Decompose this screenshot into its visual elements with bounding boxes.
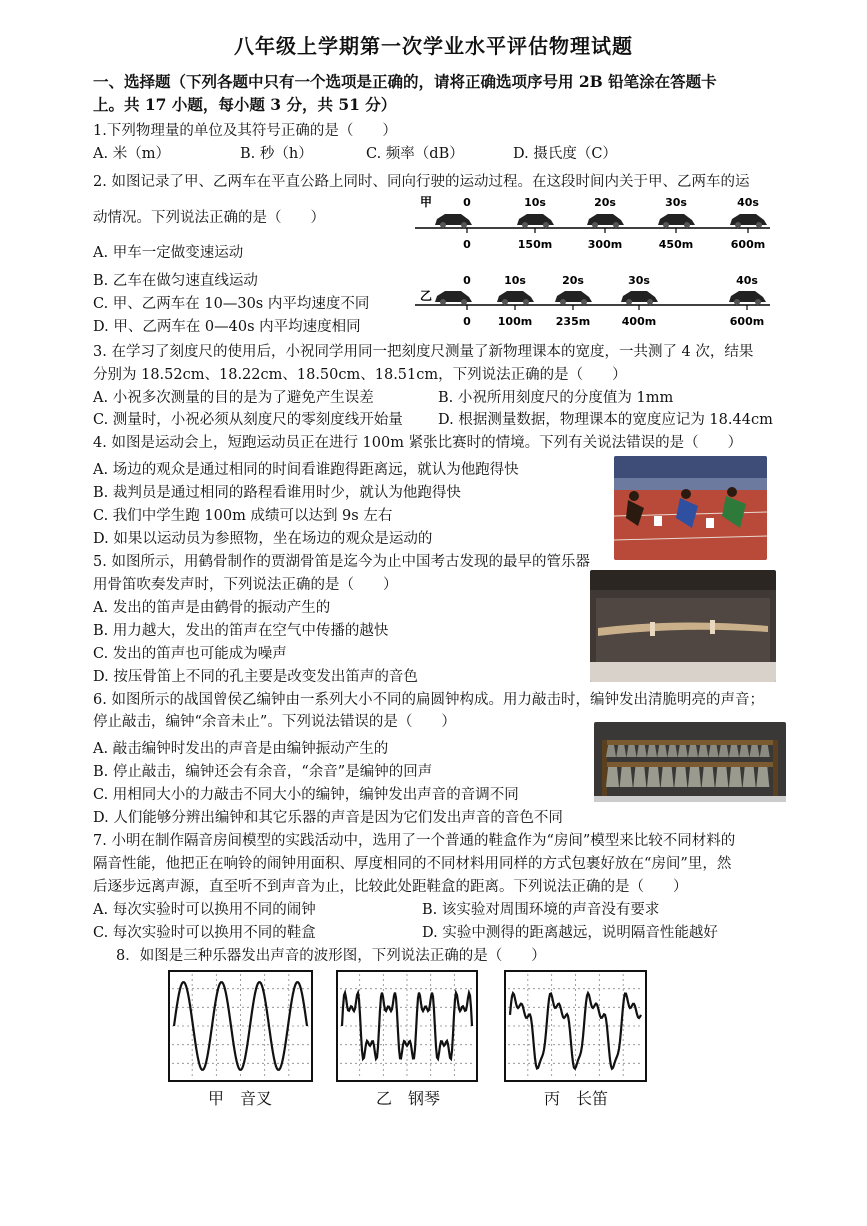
- yi-car: [555, 291, 592, 305]
- q6-stem: 6. 如图所示的战国曾侯乙编钟由一系列大小不同的扁圆钟构成。用力敲击时，编钟发出清脆明亮的声音；: [93, 692, 764, 708]
- yi-distance-label: 600m: [729, 315, 765, 328]
- yi-distance-label: 0: [463, 315, 471, 328]
- yi-time-label: 40s: [736, 274, 758, 287]
- q7-option-a: A. 每次实验时可以换用不同的闹钟: [93, 902, 316, 918]
- q5-option-d: D. 按压骨笛上不同的孔主要是改变发出笛声的音色: [93, 669, 418, 685]
- jia-label: 甲: [420, 195, 433, 209]
- q2-stem-cont: 动情况。下列说法正确的是（ ）: [93, 210, 325, 226]
- bell-shape: [661, 767, 674, 787]
- jia-time-label: 40s: [737, 196, 759, 209]
- jia-distance-label: 300m: [587, 238, 623, 251]
- q5-option-a: A. 发出的笛声是由鹤骨的振动产生的: [93, 600, 331, 616]
- section-heading-cont: 上。共 17 小题，每小题 3 分，共 51 分）: [93, 95, 397, 114]
- q6-option-c: C. 用相同大小的力敲击不同大小的编钟，编钟发出声音的音调不同: [93, 787, 519, 803]
- bell-shape: [756, 767, 769, 787]
- jia-distance-label: 450m: [658, 238, 694, 251]
- q1-stem: 1.下列物理量的单位及其符号正确的是（ ）: [93, 123, 397, 139]
- q2-stem: 2. 如图记录了甲、乙两车在平直公路上同时、同向行驶的运动过程。在这段时间内关于甲、乙两车的运: [93, 174, 750, 190]
- car-motion-diagram: [415, 190, 775, 330]
- yi-distance-label: 400m: [621, 315, 657, 328]
- q3-option-a: A. 小祝多次测量的目的是为了避免产生误差: [93, 390, 374, 406]
- q7-option-c: C. 每次实验时可以换用不同的鞋盒: [93, 925, 316, 941]
- yi-time-label: 20s: [562, 274, 584, 287]
- bianzhong-bells-photo: [594, 722, 786, 802]
- waveform-flute: [504, 970, 647, 1082]
- bell-shape: [674, 767, 687, 787]
- yi-label: 乙: [420, 289, 433, 303]
- q3-option-b: B. 小祝所用刻度尺的分度值为 1mm: [438, 390, 674, 406]
- bell-shape: [688, 767, 701, 787]
- q7-option-b: B. 该实验对周围环境的声音没有要求: [422, 902, 660, 918]
- jia-car: [658, 214, 695, 228]
- yi-car: [435, 291, 472, 305]
- q1-option-a: A. 米（m）: [93, 146, 170, 162]
- q6-option-b: B. 停止敲击，编钟还会有余音，“余音”是编钟的回声: [93, 764, 433, 780]
- jia-distance-label: 0: [463, 238, 471, 251]
- bone-flute-photo: [590, 570, 776, 682]
- yi-time-label: 10s: [504, 274, 526, 287]
- yi-distance-label: 235m: [555, 315, 591, 328]
- jia-distance-label: 600m: [730, 238, 766, 251]
- q4-stem: 4. 如图是运动会上，短跑运动员正在进行 100m 紧张比赛时的情境。下列有关说法错误的是（ ）: [93, 435, 743, 451]
- q3-stem: 3. 在学习了刻度尺的使用后，小祝同学用同一把刻度尺测量了新物理课本的宽度，一共测了 4 次，结果: [93, 344, 754, 360]
- jia-car: [435, 214, 472, 228]
- q1-option-c: C. 频率（dB）: [366, 146, 464, 162]
- q6-stem-cont: 停止敲击，编钟“余音未止”。下列说法错误的是（ ）: [93, 714, 456, 730]
- q4-option-a: A. 场边的观众是通过相同的时间看谁跑得距离远，就认为他跑得快: [93, 462, 519, 478]
- q4-option-d: D. 如果以运动员为参照物，坐在场边的观众是运动的: [93, 531, 433, 547]
- jia-time-label: 0: [463, 196, 471, 209]
- jia-car: [517, 214, 554, 228]
- bell-shape: [647, 767, 660, 787]
- jia-car: [587, 214, 624, 228]
- jia-time-label: 30s: [665, 196, 687, 209]
- yi-car: [729, 291, 766, 305]
- yi-car: [621, 291, 658, 305]
- q3-option-c: C. 测量时，小祝必须从刻度尺的零刻度线开始量: [93, 412, 403, 428]
- waveform-label-tuning-fork: 甲 音叉: [208, 1089, 273, 1108]
- q3-stem-cont: 分别为 18.52cm、18.22cm、18.50cm、18.51cm，下列说法正确的是（ ）: [93, 367, 627, 383]
- q4-option-b: B. 裁判员是通过相同的路程看谁用时少，就认为他跑得快: [93, 485, 461, 501]
- q7-stem: 7. 小明在制作隔音房间模型的实践活动中，选用了一个普通的鞋盒作为“房间”模型来比较不同材料的: [93, 833, 736, 849]
- yi-car: [497, 291, 534, 305]
- q2-option-b: B. 乙车在做匀速直线运动: [93, 273, 258, 289]
- q5-stem-cont: 用骨笛吹奏发声时，下列说法正确的是（ ）: [93, 577, 398, 593]
- jia-time-label: 20s: [594, 196, 616, 209]
- sprint-race-photo: [614, 456, 767, 560]
- yi-time-label: 30s: [628, 274, 650, 287]
- jia-car: [730, 214, 767, 228]
- bell-shape: [715, 767, 728, 787]
- q1-option-b: B. 秒（h）: [240, 146, 313, 162]
- q4-option-c: C. 我们中学生跑 100m 成绩可以达到 9s 左右: [93, 508, 393, 524]
- q7-stem-cont2: 后逐步远离声源，直至听不到声音为止，比较此处距鞋盒的距离。下列说法正确的是（ ）: [93, 879, 688, 895]
- q5-option-c: C. 发出的笛声也可能成为噪声: [93, 646, 287, 662]
- section-heading: 一、选择题（下列各题中只有一个选项是正确的，请将正确选项序号用 2B 铅笔涂在答题卡: [93, 72, 717, 91]
- bell-shape: [743, 767, 756, 787]
- q8-stem: 8．如图是三种乐器发出声音的波形图，下列说法正确的是（ ）: [116, 948, 546, 964]
- bell-shape: [729, 767, 742, 787]
- waveform-label-piano: 乙 钢琴: [376, 1089, 441, 1108]
- yi-distance-label: 100m: [497, 315, 533, 328]
- jia-time-label: 10s: [524, 196, 546, 209]
- bell-shape: [606, 767, 619, 787]
- waveform-label-flute: 丙 长笛: [544, 1089, 609, 1108]
- q3-option-d: D. 根据测量数据，物理课本的宽度应记为 18.44cm: [438, 412, 773, 428]
- q5-stem: 5. 如图所示，用鹤骨制作的贾湖骨笛是迄今为止中国考古发现的最早的管乐器: [93, 554, 590, 570]
- q6-option-d: D. 人们能够分辨出编钟和其它乐器的声音是因为它们发出声音的音色不同: [93, 810, 563, 826]
- q7-stem-cont: 隔音性能，他把正在响铃的闹钟用面积、厚度相同的不同材料用同样的方式包裹好放在“房间”里，然: [93, 856, 732, 872]
- q2-option-d: D. 甲、乙两车在 0—40s 内平均速度相同: [93, 319, 361, 335]
- q6-option-a: A. 敲击编钟时发出的声音是由编钟振动产生的: [93, 741, 389, 757]
- waveform-tuning-fork: [168, 970, 313, 1082]
- jia-distance-label: 150m: [517, 238, 553, 251]
- bell-shape: [702, 767, 715, 787]
- car-track-yi: [415, 274, 770, 328]
- waveform-piano: [336, 970, 478, 1082]
- exam-title: 八年级上学期第一次学业水平评估物理试题: [234, 34, 633, 58]
- bell-shape: [633, 767, 646, 787]
- car-track-jia: [415, 195, 770, 251]
- q2-option-c: C. 甲、乙两车在 10—30s 内平均速度不同: [93, 296, 370, 312]
- q1-option-d: D. 摄氏度（C）: [513, 146, 617, 162]
- bell-shape: [620, 767, 633, 787]
- q7-option-d: D. 实验中测得的距离越远，说明隔音性能越好: [422, 925, 718, 941]
- q5-option-b: B. 用力越大，发出的笛声在空气中传播的越快: [93, 623, 389, 639]
- q2-option-a: A. 甲车一定做变速运动: [93, 245, 244, 261]
- yi-time-label: 0: [463, 274, 471, 287]
